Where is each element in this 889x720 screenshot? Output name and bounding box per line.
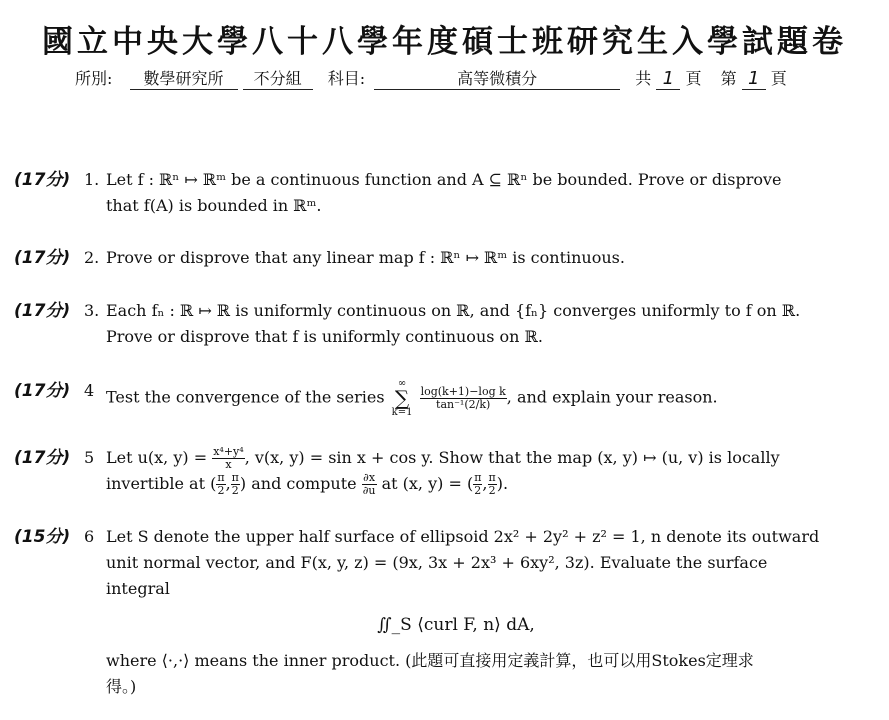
question-number: 3. <box>84 301 100 320</box>
question-number: 6 <box>84 527 95 546</box>
page-label: 第 <box>720 69 737 88</box>
pi-over-2-fraction <box>231 472 240 497</box>
question-text: Test the convergence of the series <box>106 387 385 407</box>
fraction-numerator: log(k+1)−log k <box>420 384 506 398</box>
summation-symbol <box>392 378 413 418</box>
question-text-line: Let f : ℝⁿ ↦ ℝᵐ be a continuous function and A ⊆ ℝⁿ be bounded. Prove or disprove <box>106 170 782 189</box>
fraction-denominator: tan⁻¹(2/k) <box>436 397 491 411</box>
points-label: (15分) <box>14 527 71 547</box>
u-fraction <box>212 446 244 471</box>
sum-upper-limit: ∞ <box>397 378 407 389</box>
points-label: (17分) <box>14 170 71 190</box>
header-info-row <box>75 66 787 90</box>
dept-label: 所別: <box>75 69 113 88</box>
sigma-symbol: ∑ <box>394 386 410 410</box>
fraction-numerator: π <box>488 471 496 484</box>
page-word-2: 頁 <box>770 69 787 88</box>
total-pages-value: 1 <box>656 68 680 90</box>
question-text: invertible at ( <box>106 474 217 493</box>
exam-title: 國立中央大學八十八學年度碩士班研究生入學試題卷 <box>42 24 847 60</box>
pi-over-2-fraction <box>488 472 497 497</box>
question-text: , and explain your reason. <box>506 387 718 407</box>
page-word: 頁 <box>685 69 702 88</box>
series-term-fraction <box>420 386 507 411</box>
fraction-numerator: π <box>474 471 482 484</box>
partial-derivative-fraction <box>362 472 377 497</box>
question-number: 2. <box>84 248 100 267</box>
fraction-numerator: π <box>217 471 225 484</box>
points-label: (17分) <box>14 381 71 401</box>
question-text: ). <box>496 474 509 493</box>
question-text: ) and compute <box>239 474 357 493</box>
fraction-denominator: x <box>225 458 232 471</box>
group-value: 不分組 <box>243 66 313 90</box>
total-pages-label: 共 <box>635 69 652 88</box>
page-number-value: 1 <box>742 68 766 90</box>
sum-lower-limit: k=1 <box>391 407 413 418</box>
fraction-numerator: ∂x <box>363 471 376 484</box>
fraction-denominator: 2 <box>488 484 496 497</box>
question-text-line: where ⟨·,·⟩ means the inner product. (此題可直接用定義計算，也可以用Stokes定理求 <box>106 651 754 670</box>
points-label: (17分) <box>14 248 71 268</box>
question-text: at (x, y) = ( <box>381 474 474 493</box>
question-text-line: unit normal vector, and F(x, y, z) = (9x, 3x + 2x³ + 6xy², 3z). Evaluate the surface <box>106 553 768 572</box>
question-number: 1. <box>84 170 100 189</box>
fraction-denominator: 2 <box>231 484 239 497</box>
fraction-numerator: x⁴+y⁴ <box>213 445 244 458</box>
fraction-denominator: 2 <box>217 484 225 497</box>
question-number: 5 <box>84 448 95 467</box>
dept-value: 數學研究所 <box>130 66 238 90</box>
subject-label: 科目: <box>327 69 366 88</box>
question-text: Let u(x, y) = <box>106 448 208 467</box>
fraction-denominator: ∂u <box>362 484 376 497</box>
question-text-line: 得。) <box>106 677 137 696</box>
question-text-line: that f(A) is bounded in ℝᵐ. <box>106 196 322 215</box>
question-text-line: Each fₙ : ℝ ↦ ℝ is uniformly continuous on ℝ, and {fₙ} converges uniformly to f on ℝ. <box>106 301 801 320</box>
comma: , <box>225 474 231 493</box>
question-text-line: Let S denote the upper half surface of ellipsoid 2x² + 2y² + z² = 1, n denote its outward <box>106 527 820 546</box>
question-number: 4 <box>84 381 95 400</box>
fraction-denominator: 2 <box>474 484 482 497</box>
points-label: (17分) <box>14 301 71 321</box>
pi-over-2-fraction <box>216 472 225 497</box>
question-text-line: integral <box>106 579 170 598</box>
points-label: (17分) <box>14 448 71 468</box>
question-text: , v(x, y) = sin x + cos y. Show that the map (x, y) ↦ (u, v) is locally <box>244 448 780 467</box>
surface-integral-formula: ∬_S ⟨curl F, n⟩ dA, <box>377 615 535 635</box>
question-text-line: Prove or disprove that f is uniformly continuous on ℝ. <box>106 327 543 346</box>
question-text-line: Prove or disprove that any linear map f : ℝⁿ ↦ ℝᵐ is continuous. <box>106 248 625 267</box>
subject-value: 高等微積分 <box>374 66 620 90</box>
comma: , <box>482 474 488 493</box>
fraction-numerator: π <box>231 471 239 484</box>
